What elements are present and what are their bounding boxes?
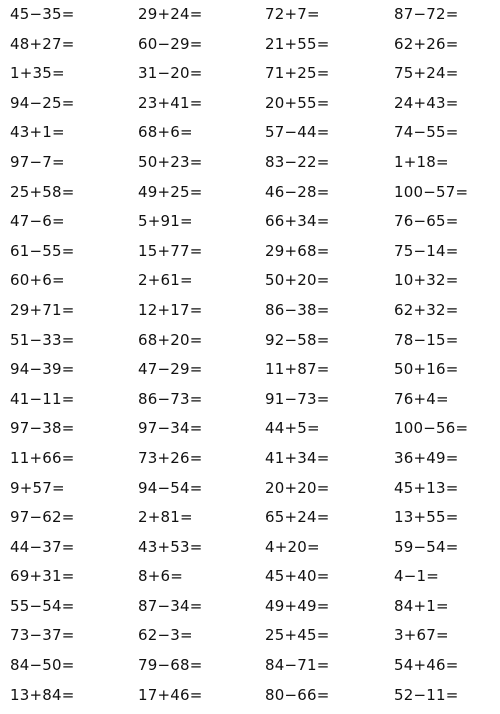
problem-cell: 50+23= (138, 152, 203, 171)
problem-cell: 84−50= (10, 656, 75, 675)
problem-cell: 87−34= (138, 596, 203, 615)
problem-cell: 84−71= (265, 656, 330, 675)
problem-cell: 86−73= (138, 389, 203, 408)
problem-cell: 78−15= (394, 330, 459, 349)
problem-cell: 57−44= (265, 123, 330, 142)
problem-cell: 31−20= (138, 64, 203, 83)
problem-cell: 4−1= (394, 567, 440, 586)
problem-cell: 87−72= (394, 5, 459, 23)
problem-cell: 41+34= (265, 448, 330, 467)
problem-cell: 68+20= (138, 330, 203, 349)
problem-cell: 80−66= (265, 685, 330, 704)
problem-cell: 66+34= (265, 212, 330, 231)
problem-cell: 46−28= (265, 182, 330, 201)
problem-cell: 29+68= (265, 241, 330, 260)
problem-cell: 11+87= (265, 360, 330, 379)
problem-cell: 94−39= (10, 360, 75, 379)
problem-cell: 61−55= (10, 241, 75, 260)
problem-cell: 1+18= (394, 152, 449, 171)
problem-cell: 68+6= (138, 123, 193, 142)
problem-cell: 11+66= (10, 448, 75, 467)
problem-cell: 36+49= (394, 448, 459, 467)
problem-cell: 45−35= (10, 5, 75, 23)
problem-cell: 94−25= (10, 93, 75, 112)
problem-cell: 13+84= (10, 685, 75, 704)
problem-cell: 65+24= (265, 508, 330, 527)
problem-cell: 44+5= (265, 419, 320, 438)
problem-cell: 86−38= (265, 300, 330, 319)
problem-cell: 20+55= (265, 93, 330, 112)
problem-cell: 74−55= (394, 123, 459, 142)
problem-cell: 97−38= (10, 419, 75, 438)
problem-cell: 76+4= (394, 389, 449, 408)
problem-cell: 83−22= (265, 152, 330, 171)
problem-cell: 45+13= (394, 478, 459, 497)
problem-cell: 2+81= (138, 508, 193, 527)
problem-cell: 84+1= (394, 596, 449, 615)
problem-cell: 21+55= (265, 34, 330, 53)
problem-cell: 25+45= (265, 626, 330, 645)
problem-cell: 100−56= (394, 419, 469, 438)
problem-cell: 25+58= (10, 182, 75, 201)
problem-cell: 54+46= (394, 656, 459, 675)
problem-cell: 29+24= (138, 5, 203, 23)
problem-cell: 43+53= (138, 537, 203, 556)
problem-cell: 45+40= (265, 567, 330, 586)
problem-cell: 50+20= (265, 271, 330, 290)
problem-cell: 3+67= (394, 626, 449, 645)
problem-cell: 52−11= (394, 685, 459, 704)
problem-cell: 2+61= (138, 271, 193, 290)
problem-cell: 4+20= (265, 537, 320, 556)
problem-cell: 72+7= (265, 5, 320, 23)
problem-cell: 49+49= (265, 596, 330, 615)
problem-cell: 71+25= (265, 64, 330, 83)
problem-cell: 94−54= (138, 478, 203, 497)
problem-cell: 5+91= (138, 212, 193, 231)
problem-cell: 76−65= (394, 212, 459, 231)
problem-cell: 23+41= (138, 93, 203, 112)
problem-cell: 91−73= (265, 389, 330, 408)
problem-cell: 59−54= (394, 537, 459, 556)
problem-cell: 48+27= (10, 34, 75, 53)
problem-cell: 69+31= (10, 567, 75, 586)
problem-cell: 60−29= (138, 34, 203, 53)
problem-cell: 62+26= (394, 34, 459, 53)
problem-cell: 8+6= (138, 567, 184, 586)
problem-cell: 97−7= (10, 152, 65, 171)
problem-cell: 62+32= (394, 300, 459, 319)
problem-cell: 13+55= (394, 508, 459, 527)
problem-cell: 9+57= (10, 478, 65, 497)
problem-cell: 73+26= (138, 448, 203, 467)
problem-cell: 12+17= (138, 300, 203, 319)
problem-cell: 47−6= (10, 212, 65, 231)
problem-cell: 97−34= (138, 419, 203, 438)
problem-cell: 29+71= (10, 300, 75, 319)
problem-cell: 47−29= (138, 360, 203, 379)
problem-cell: 60+6= (10, 271, 65, 290)
problem-cell: 20+20= (265, 478, 330, 497)
problem-cell: 49+25= (138, 182, 203, 201)
problem-cell: 1+35= (10, 64, 65, 83)
problem-cell: 62−3= (138, 626, 193, 645)
problem-cell: 10+32= (394, 271, 459, 290)
problem-cell: 17+46= (138, 685, 203, 704)
problem-cell: 73−37= (10, 626, 75, 645)
problem-cell: 55−54= (10, 596, 75, 615)
problem-cell: 79−68= (138, 656, 203, 675)
problem-cell: 100−57= (394, 182, 469, 201)
problem-cell: 44−37= (10, 537, 75, 556)
problem-cell: 75−14= (394, 241, 459, 260)
problem-cell: 43+1= (10, 123, 65, 142)
problem-cell: 97−62= (10, 508, 75, 527)
problem-cell: 24+43= (394, 93, 459, 112)
problem-cell: 50+16= (394, 360, 459, 379)
problem-cell: 41−11= (10, 389, 75, 408)
problem-cell: 75+24= (394, 64, 459, 83)
problem-cell: 15+77= (138, 241, 203, 260)
problem-cell: 92−58= (265, 330, 330, 349)
problem-cell: 51−33= (10, 330, 75, 349)
